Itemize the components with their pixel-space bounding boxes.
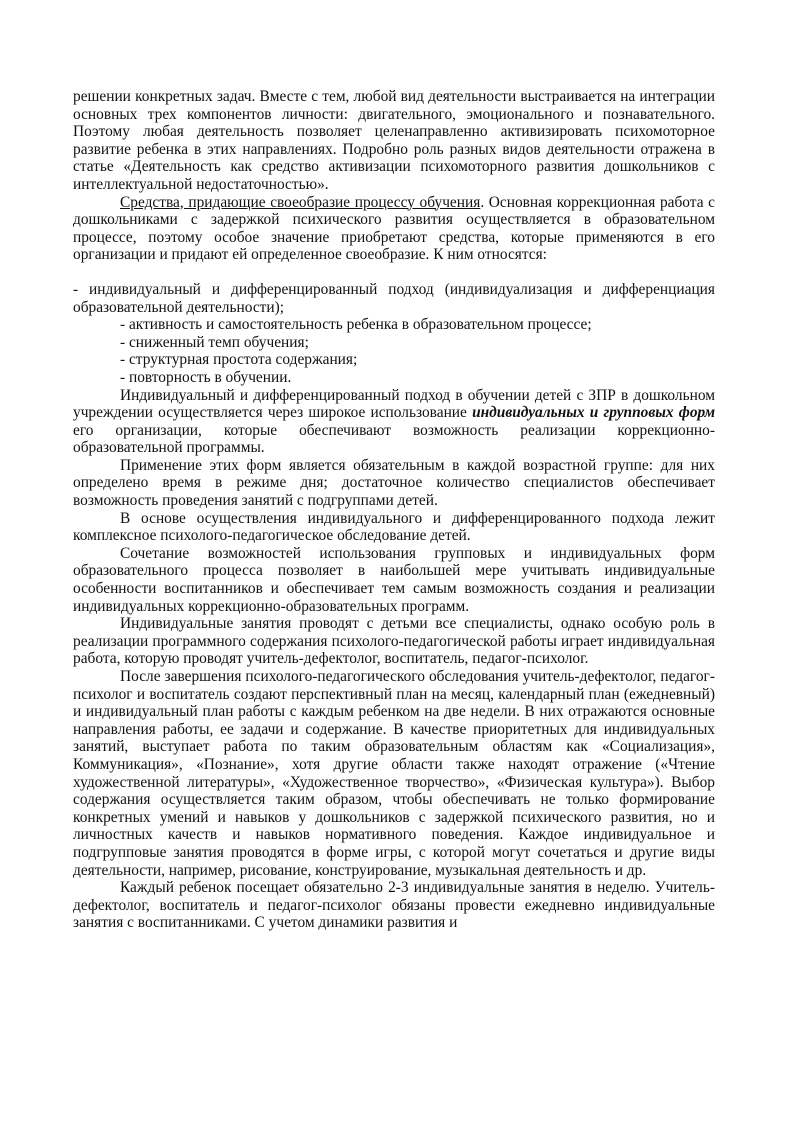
paragraph-6: Сочетание возможностей использования групповых и индивидуальных форм образовательного процесса позволяет в наибольшей мере учитывать индивидуальные особенности воспитанников и обеспечивает тем самым возможность создания и реализации индивидуальных коррекционно-образовательных программ. [73,544,715,615]
list-item: - структурная простота содержания; [120,351,358,369]
paragraph-4: Применение этих форм является обязательным в каждой возрастной группе: для них определено время в режиме дня; достаточное количество специалистов обеспечивает возможность проведения занятий с подгруппами детей. [73,456,715,510]
paragraph-7: Индивидуальные занятия проводят с детьми все специалисты, однако особую роль в реализации программного содержания психолого-педагогической работы играет индивидуальная работа, которую проводят учитель-дефектолог, воспитатель, педагог-психолог. [73,615,715,668]
paragraph-2-text: . Основная коррекционная работа с дошкольниками с задержкой психического развития осуществляется в образовательном процессе, поэтому особое значение приобретают средства, которые применяются в его организации и придают ей определенное своеобразие. К ним относятся: [73,193,715,264]
paragraph-3-text-a: Индивидуальный и дифференцированный подход в обучении детей с ЗПР в дошкольном учреждении осуществляется через широкое использование [73,386,715,422]
paragraph-1: решении конкретных задач. Вместе с тем, любой вид деятельности выстраивается на интеграции основных трех компонентов личности: двигательного, эмоционального и познавательного. Поэтому любая деятельность позволяет целенаправленно активизировать психомоторное развитие ребенка в этих направлениях. Подробно роль разных видов деятельности отражена в статье «Деятельность как средство активизации психомоторного развития дошкольников с интеллектуальной недостаточностью». [73,88,715,193]
paragraph-2 [73,194,715,264]
list-item: - сниженный темп обучения; [120,333,309,351]
paragraph-3 [73,387,715,457]
paragraph-9: Каждый ребенок посещает обязательно 2-3 индивидуальные занятия в неделю. Учитель-дефектолог, воспитатель и педагог-психолог обязаны провести ежедневно индивидуальные занятия с воспитанниками. С учетом динамики развития и [73,879,715,932]
blank-line [73,264,715,281]
list-item: - повторность в обучении. [120,368,292,386]
underlined-heading: Средства, придающие своеобразие процессу обучения [120,193,481,211]
paragraph-5: В основе осуществления индивидуального и дифференцированного подхода лежит комплексное психолого-педагогическое обследование детей. [73,509,715,545]
paragraph-8: После завершения психолого-педагогического обследования учитель-дефектолог, педагог-психолог и воспитатель создают перспективный план на месяц, календарный план (ежедневный) и индивидуальный план работы с каждым ребенком на две недели. В них отражаются основные направления работы, ее задачи и содержание. В качестве приоритетных для индивидуальных занятий, выступает работа по таким образовательным областям как «Социализация», Коммуникация», «Познание», хотя другие области также находят отражение («Чтение художественной литературы», «Художественное творчество», «Физическая культура»). Выбор содержания осуществляется таким образом, чтобы обеспечивать не только формирование конкретных умений и навыков у дошкольников с задержкой психического развития, но и личностных качеств и навыков нормативного поведения. Каждое индивидуальное и подгрупповые занятия проводятся в форме игры, с которой могут сочетаться и другие виды деятельности, например, рисование, конструирование, музыкальная деятельность и др. [73,668,715,879]
paragraph-3-text-b: его организации, которые обеспечивают возможность реализации коррекционно-образовательной программы. [73,421,715,457]
list-item: - активность и самостоятельность ребенка в образовательном процессе; [120,316,592,334]
list-item-first: - индивидуальный и дифференцированный подход (индивидуализация и дифференциация образовательной деятельности); [73,280,715,316]
bold-italic-emphasis: индивидуальных и групповых форм [472,404,715,422]
